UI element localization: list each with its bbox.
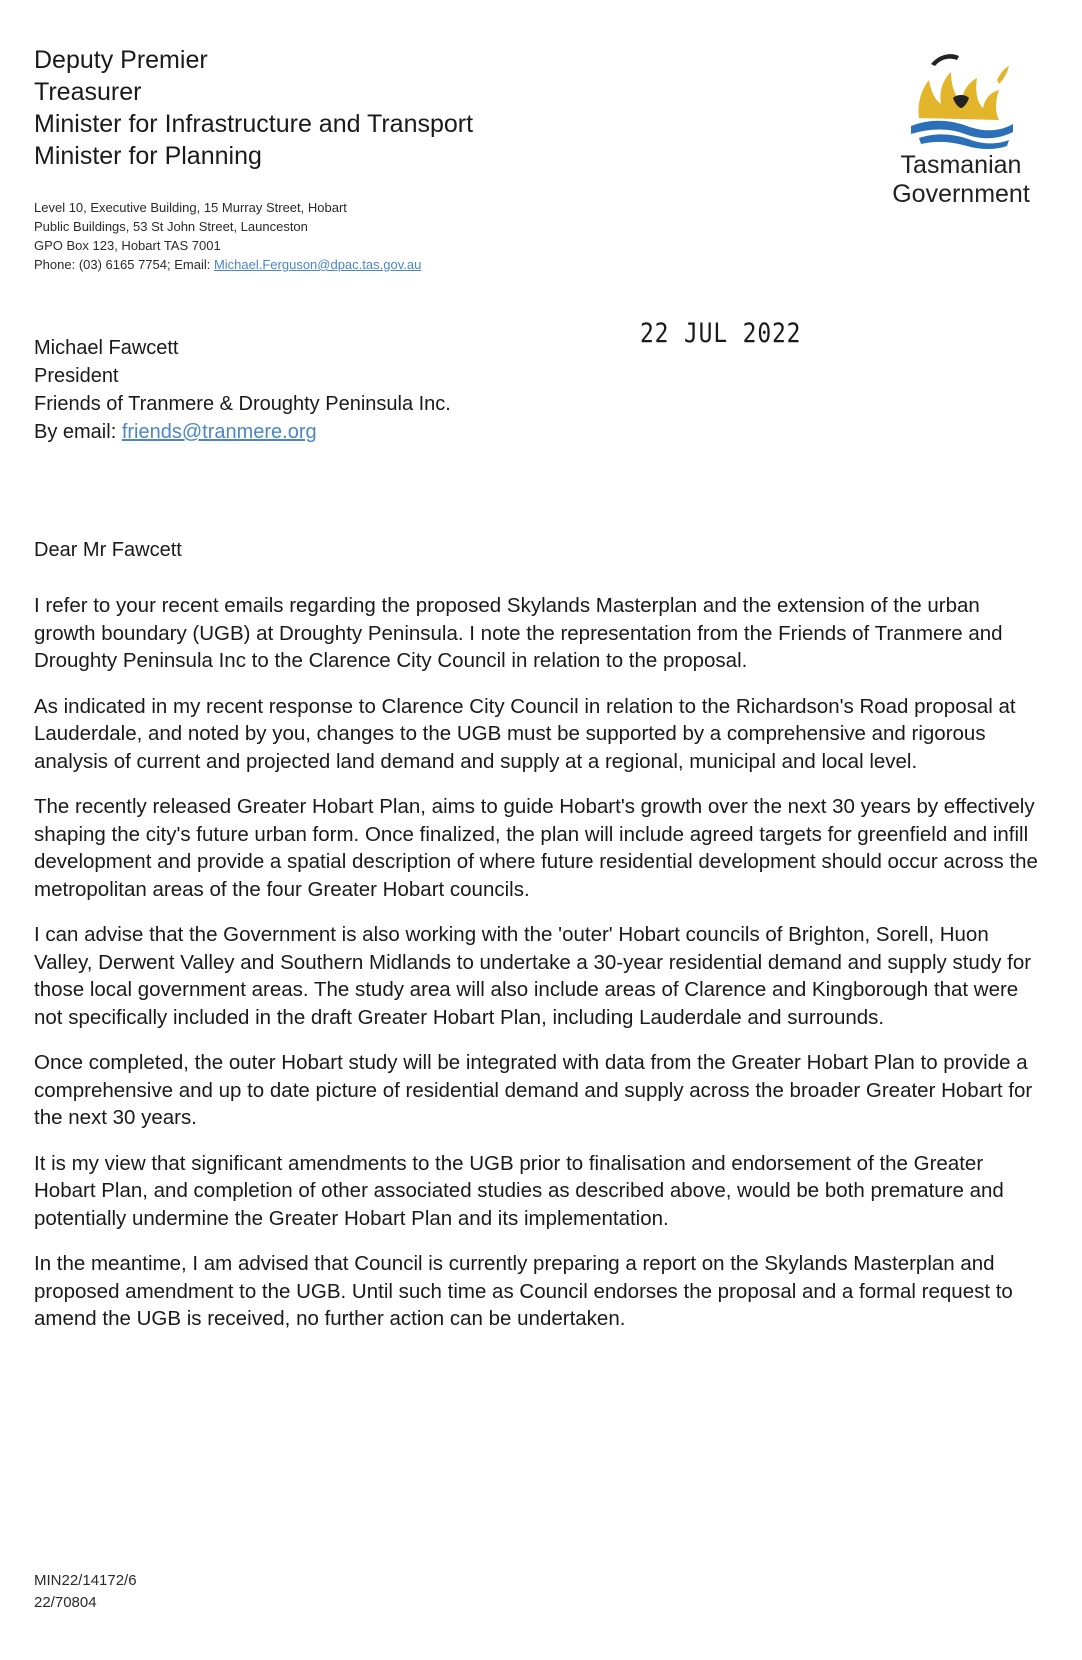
reference-numbers (34, 1570, 137, 1614)
office-title-planning: Minister for Planning (34, 142, 262, 170)
address-line-launceston: Public Buildings, 53 St John Street, Launceston (34, 219, 308, 234)
body-paragraph-5: Once completed, the outer Hobart study will be integrated with data from the Greater Hobart Plan to provide a comprehensive and up to date picture of residential demand and supply across the broader Greater Hobart for the next 30 years. (34, 1051, 1033, 1129)
body-paragraph-3: The recently released Greater Hobart Plan, aims to guide Hobart's growth over the next 30 years by effectively shaping the city's future urban form. Once finalized, the plan will include agreed targets for greenfield and infill development and provide a spatial description of where future residential development should occur across the metropolitan areas of the four Greater Hobart councils. (34, 795, 1038, 901)
reference-file: 22/70804 (34, 1594, 97, 1611)
recipient-email-link[interactable]: friends@tranmere.org (121, 421, 317, 443)
recipient-email-line (34, 418, 634, 446)
address-block (34, 198, 594, 274)
reference-min: MIN22/14172/6 (34, 1572, 137, 1589)
office-title-deputy-premier: Deputy Premier (34, 46, 208, 74)
letter-body (34, 592, 1044, 1351)
office-titles (34, 44, 594, 172)
address-line-gpo: GPO Box 123, Hobart TAS 7001 (34, 238, 221, 253)
recipient-email-prefix: By email: (34, 421, 122, 443)
recipient-block (34, 334, 634, 446)
recipient-name: Michael Fawcett (34, 337, 179, 359)
logo-text-government: Government (892, 180, 1030, 208)
address-line-hobart: Level 10, Executive Building, 15 Murray Street, Hobart (34, 200, 347, 215)
recipient-role: President (34, 365, 119, 387)
body-paragraph-4: I can advise that the Government is also working with the 'outer' Hobart councils of Brighton, Sorell, Huon Valley, Derwent Valley and Southern Midlands to undertake a 30-year residential demand and supply study for those local government areas. The study area will also include areas of Clarence and Kingborough that were not specifically included in the draft Greater Hobart Plan, including Lauderdale and surrounds. (34, 923, 1032, 1029)
office-title-treasurer: Treasurer (34, 78, 142, 106)
logo-text-tasmanian: Tasmanian (900, 151, 1022, 179)
salutation: Dear Mr Fawcett (34, 539, 182, 561)
contact-prefix: Phone: (03) 6165 7754; Email: (34, 257, 214, 272)
recipient-organisation: Friends of Tranmere & Droughty Peninsula Inc. (34, 393, 451, 415)
body-paragraph-1: I refer to your recent emails regarding the proposed Skylands Masterplan and the extension of the urban growth boundary (UGB) at Droughty Peninsula. I note the representation from the Friends of Tranmere and Droughty Peninsula Inc to the Clarence City Council in relation to the proposal. (34, 594, 1003, 672)
tasmanian-government-logo (866, 46, 1056, 208)
office-title-infrastructure: Minister for Infrastructure and Transport (34, 110, 474, 138)
minister-email-link[interactable]: Michael.Ferguson@dpac.tas.gov.au (213, 257, 422, 272)
body-paragraph-2: As indicated in my recent response to Clarence City Council in relation to the Richardson's Road proposal at Lauderdale, and noted by you, changes to the UGB must be supported by a comprehensive and rigorous analysis of current and projected land demand and supply at a regional, municipal and local level. (34, 694, 1016, 773)
tasmanian-devil-logo-icon (901, 46, 1021, 150)
contact-line (34, 255, 594, 274)
body-paragraph-6: It is my view that significant amendments to the UGB prior to finalisation and endorsement of the Greater Hobart Plan, and completion of other associated studies as described above, would be both premature and potentially undermine the Greater Hobart Plan and its implementation. (34, 1151, 1004, 1230)
date-stamp: 22 JUL 2022 (640, 318, 802, 349)
body-paragraph-7: In the meantime, I am advised that Council is currently preparing a report on the Skylands Masterplan and proposed amendment to the UGB. Until such time as Council endorses the proposal and a formal request to amend the UGB is received, no further action can be undertaken. (34, 1252, 1013, 1330)
